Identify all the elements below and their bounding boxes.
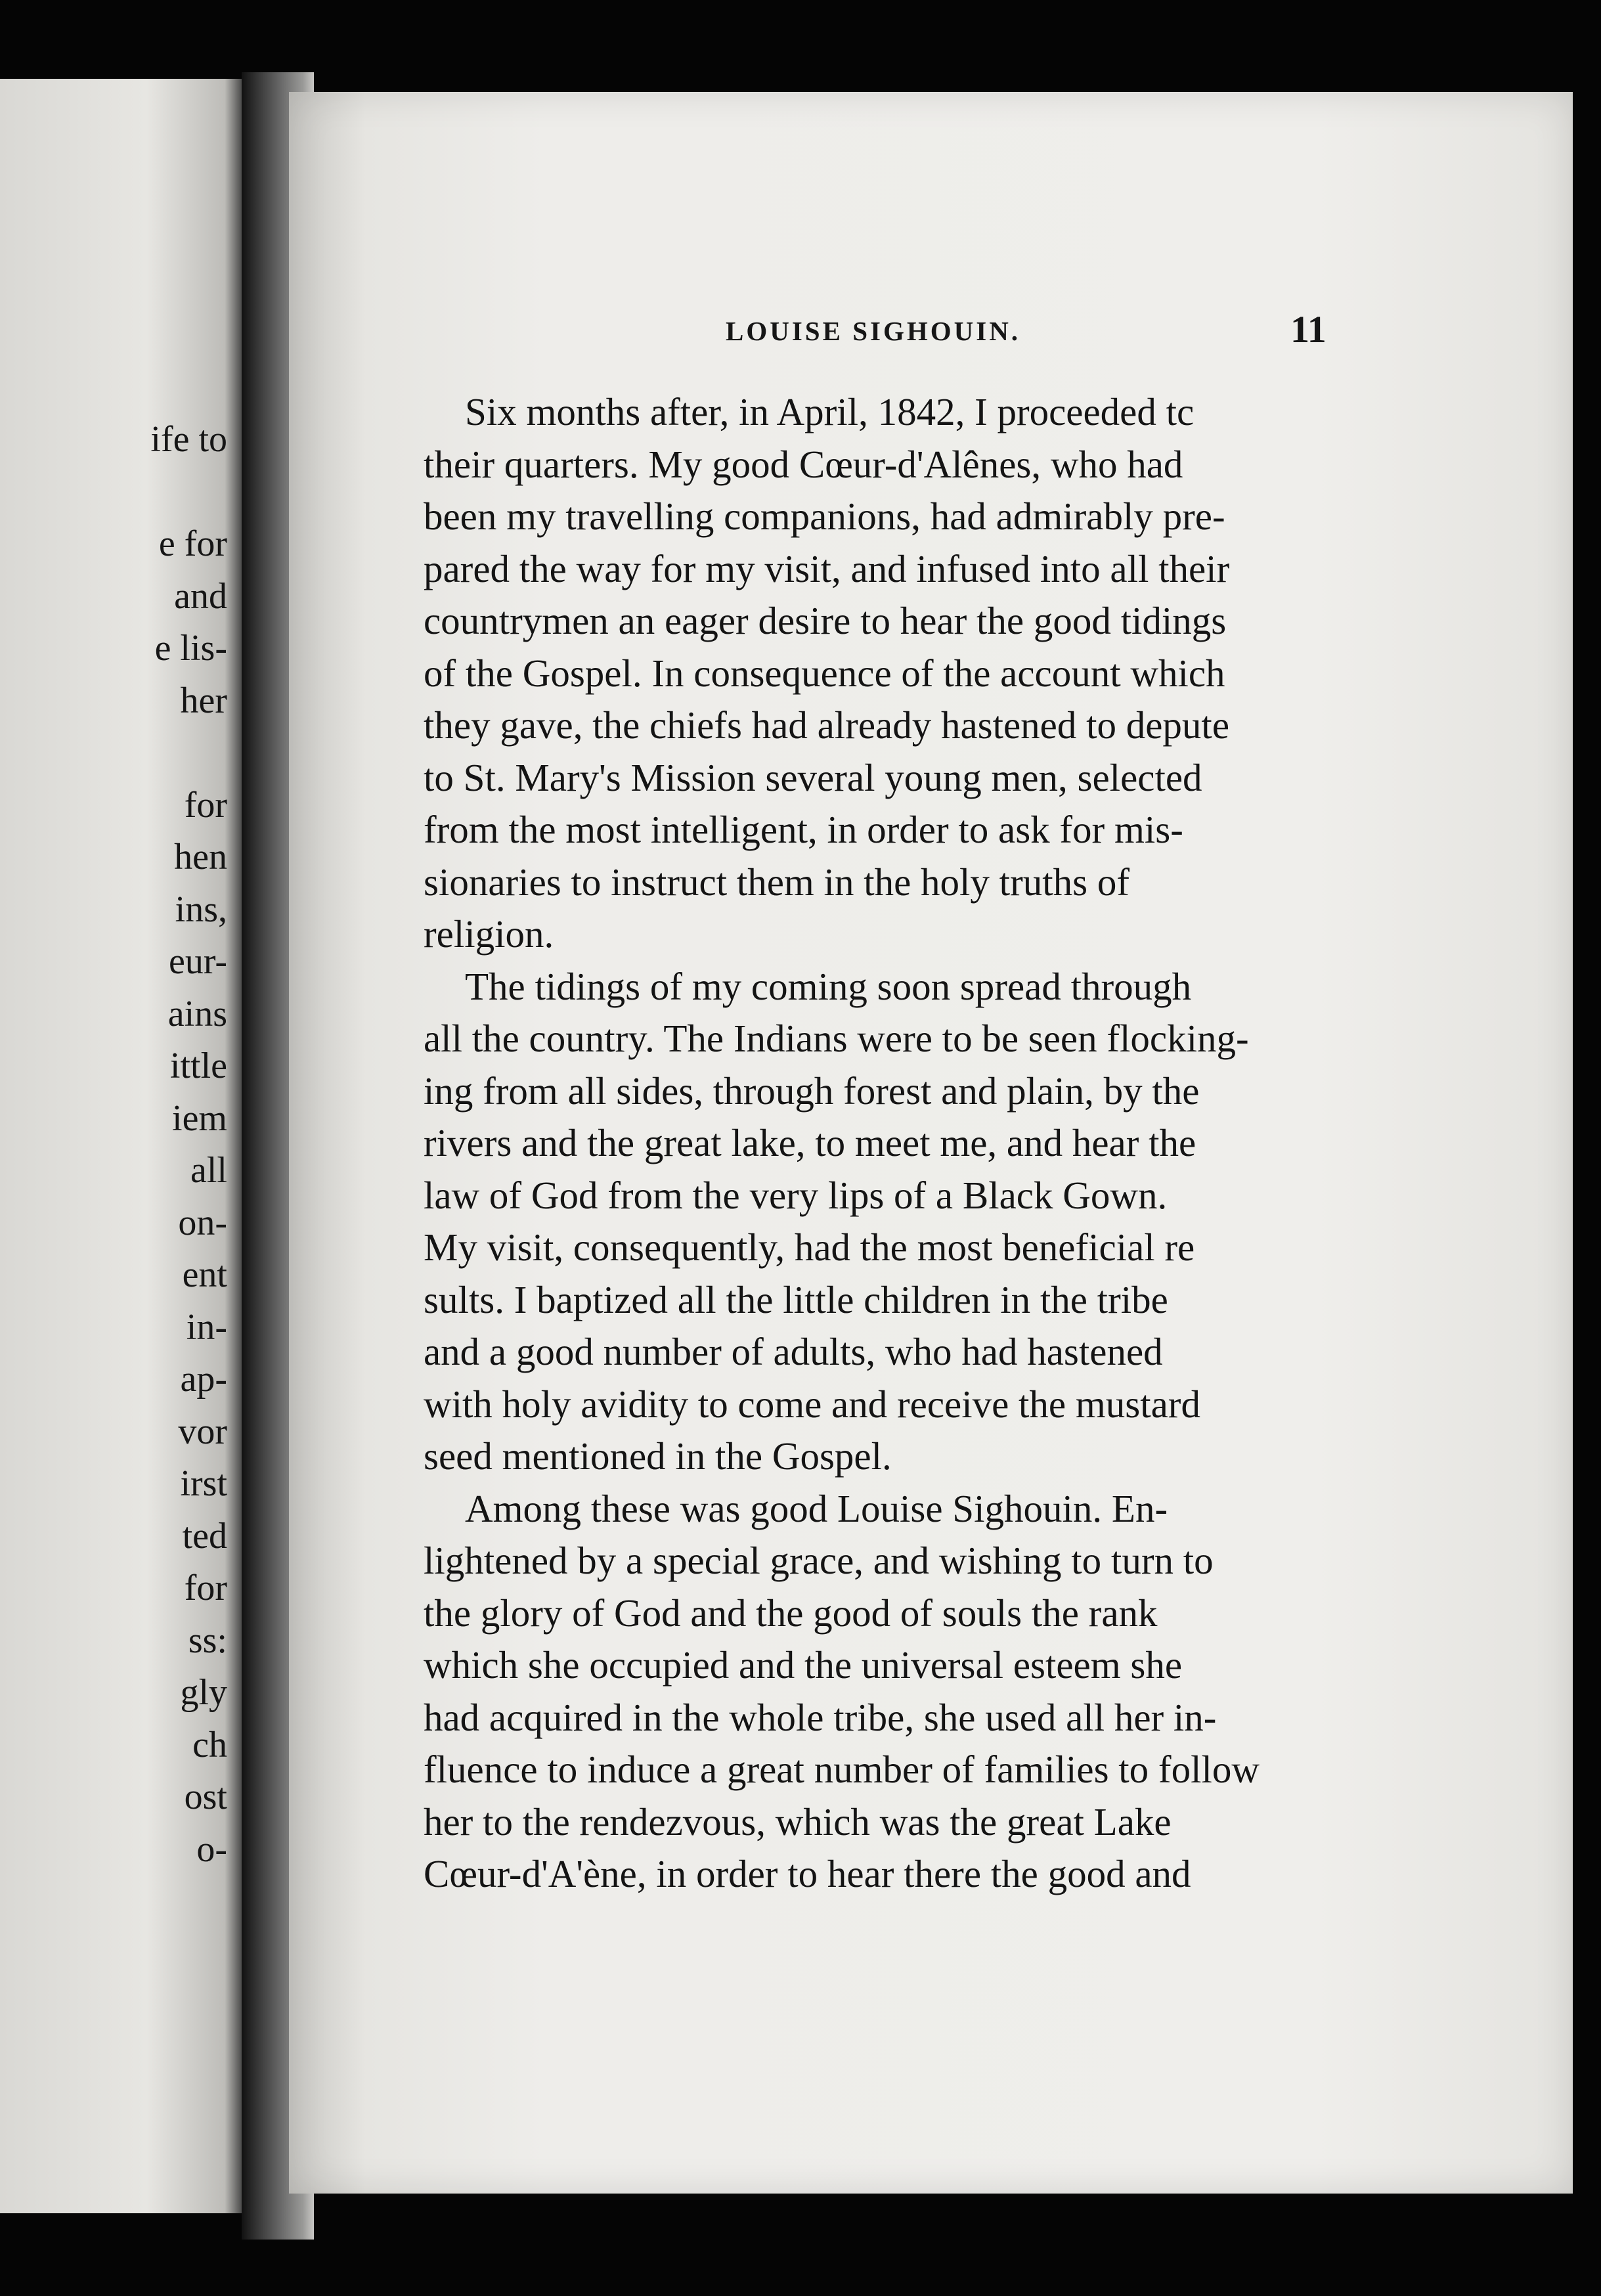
left-page-line: ittle [169, 1046, 227, 1086]
left-page-line [4, 727, 227, 780]
body-text-line: their quarters. My good Cœur-d'Alênes, who had [424, 442, 1183, 486]
left-page-line: her [180, 680, 227, 721]
left-page-line: and [174, 575, 227, 617]
left-page-line: ife to [150, 419, 227, 460]
body-text-line: seed mentioned in the Gospel. [424, 1434, 892, 1478]
body-text-line: all the country. The Indians were to be seen flocking- [424, 1017, 1249, 1060]
left-page-line: ap- [180, 1359, 227, 1400]
body-text-line: from the most intelligent, in order to ask for mis- [424, 808, 1183, 851]
body-text-line: with holy avidity to come and receive the mustard [424, 1382, 1200, 1426]
body-text-line: My visit, consequently, had the most beneficial re [424, 1225, 1195, 1269]
left-page-line: o- [196, 1828, 227, 1870]
left-page-line: hen [174, 837, 227, 877]
right-page [289, 92, 1573, 2194]
left-page-line: eur- [168, 941, 227, 982]
body-text-line: Cœur-d'A'ène, in order to hear there the good and [424, 1852, 1191, 1895]
page-number: 11 [1290, 308, 1327, 351]
left-page-line: for [184, 784, 227, 826]
left-page-line: in- [186, 1306, 227, 1348]
body-text-line: Among these was good Louise Sighouin. En- [465, 1486, 1168, 1530]
left-page-line: e for [158, 523, 227, 564]
left-page-line: gly [180, 1672, 227, 1713]
body-text-line: rivers and the great lake, to meet me, and hear the [424, 1121, 1196, 1164]
left-page-line: vor [178, 1411, 227, 1452]
running-head [289, 308, 1573, 361]
body-text-line: had acquired in the whole tribe, she used all her in- [424, 1695, 1217, 1739]
body-text-line: religion. [424, 912, 554, 956]
body-text-line: of the Gospel. In consequence of the account which [424, 651, 1225, 695]
left-page-line: ent [182, 1254, 227, 1295]
body-text-line: which she occupied and the universal esteem she [424, 1643, 1183, 1687]
body-text-line: law of God from the very lips of a Black Gown. [424, 1173, 1168, 1217]
left-page-line: e lis- [154, 628, 227, 669]
body-text-line: her to the rendezvous, which was the great Lake [424, 1799, 1172, 1843]
body-text-line: sults. I baptized all the little children in the tribe [424, 1277, 1168, 1321]
left-page-line: ins, [175, 889, 227, 930]
left-page-line: ost [184, 1777, 227, 1817]
body-text-line: The tidings of my coming soon spread through [465, 964, 1192, 1008]
body-text-line: to St. Mary's Mission several young men, selected [424, 755, 1202, 799]
body-text-line: been my travelling companions, had admirably pre- [424, 495, 1225, 538]
body-text-line: they gave, the chiefs had already hastened to depute [424, 703, 1230, 747]
left-facing-page [0, 79, 244, 2213]
body-text [424, 386, 1260, 1901]
left-page-line [4, 466, 227, 519]
body-text-line: pared the way for my visit, and infused into all their [424, 546, 1230, 590]
body-text-line: countrymen an eager desire to hear the good tidings [424, 599, 1227, 642]
left-page-line: ted [182, 1515, 227, 1556]
left-page-text-fragments [4, 414, 227, 1876]
left-page-line: iem [172, 1097, 227, 1139]
body-text-line: lightened by a special grace, and wishing to turn to [424, 1539, 1214, 1582]
left-page-line: ch [192, 1724, 227, 1765]
body-text-line: Six months after, in April, 1842, I proceeded tc [465, 390, 1195, 433]
body-text-line: fluence to induce a great number of families to follow [424, 1748, 1260, 1791]
left-page-line: all [190, 1150, 227, 1191]
left-page-line: on- [178, 1202, 227, 1243]
left-page-line: irst [180, 1463, 227, 1504]
left-page-line: ains [167, 993, 227, 1034]
running-title: LOUISE SIGHOUIN. [726, 316, 1021, 346]
left-page-line: for [184, 1568, 227, 1608]
left-page-line: ss: [188, 1620, 227, 1661]
body-text-line: the glory of God and the good of souls the rank [424, 1591, 1158, 1635]
body-text-line: and a good number of adults, who had hastened [424, 1330, 1163, 1373]
body-text-line: ing from all sides, through forest and plain, by the [424, 1069, 1200, 1113]
body-text-line: sionaries to instruct them in the holy truths of [424, 860, 1129, 904]
